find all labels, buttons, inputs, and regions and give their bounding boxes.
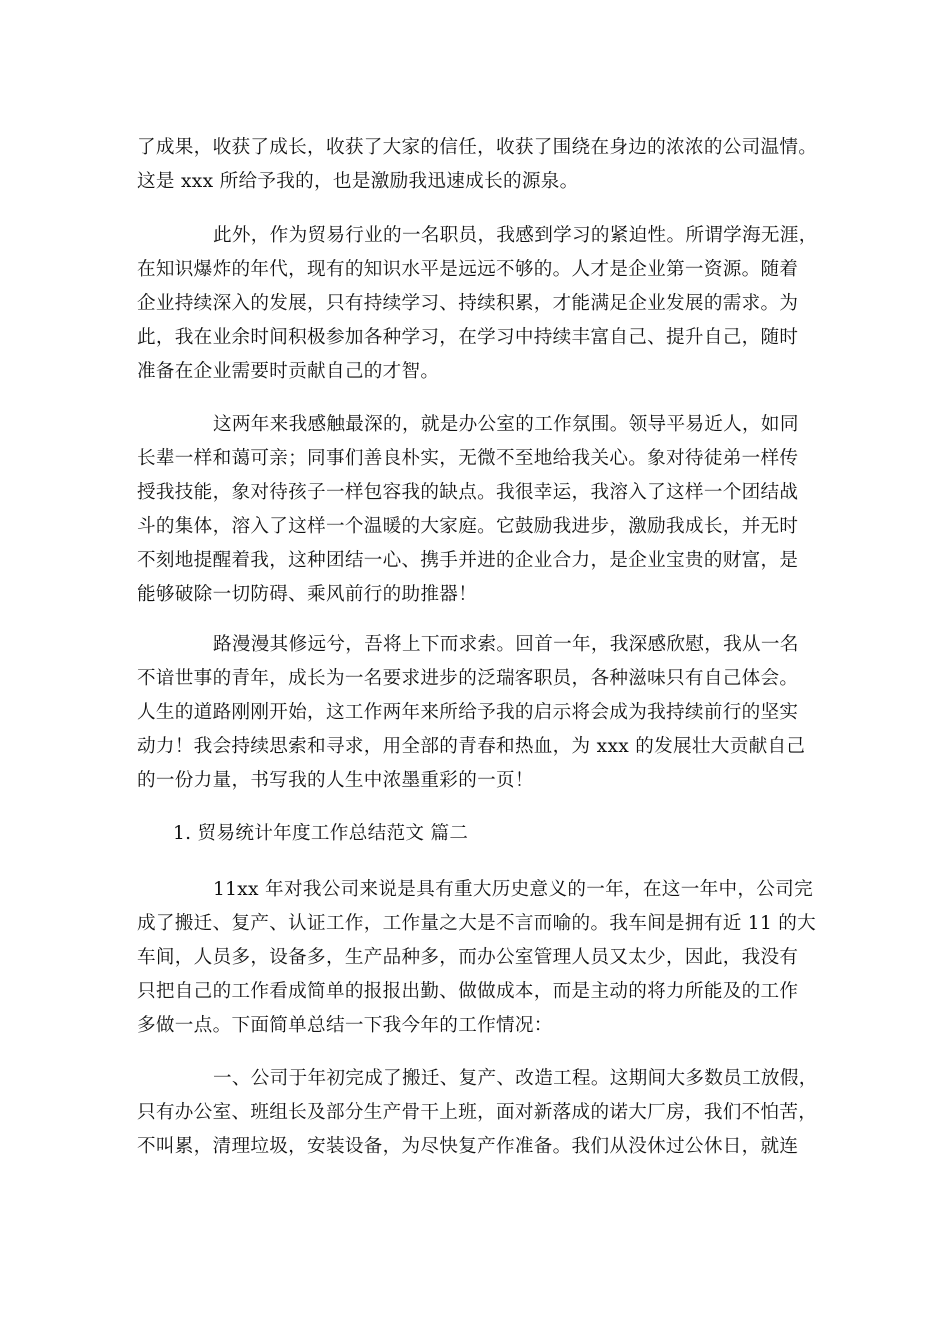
text-line: 多做一点。下面简单总结一下我今年的工作情况： [137,1015,553,1036]
text-line: 授我技能，象对待孩子一样包容我的缺点。我很幸运，我溶入了这样一个团结战 [137,482,799,503]
text-line: 了成果，收获了成长，收获了大家的信任，收获了围绕在身边的浓浓的公司温情。 [137,137,818,158]
text-line: 不刻地提醒着我，这种团结一心、携手并进的企业合力，是企业宝贵的财富，是 [137,550,799,571]
text-line: 成了搬迁、复产、认证工作，工作量之大是不言而喻的。我车间是拥有近 11 的大 [137,913,817,934]
paragraph-6 [137,1062,827,1164]
section-heading [137,817,827,851]
paragraph-4 [137,628,827,798]
text-line: 准备在企业需要时贡献自己的才智。 [137,361,440,382]
paragraph-2 [137,219,827,389]
text-line: 只有办公室、班组长及部分生产骨干上班，面对新落成的诺大厂房，我们不怕苦， [137,1102,818,1123]
text-line: 这两年来我感触最深的，就是办公室的工作氛围。领导平易近人，如同 [213,414,799,435]
text-line: 不叫累，清理垃圾，安装设备，为尽快复产作准备。我们从没休过公休日，就连 [137,1136,799,1157]
text-line: 此外，作为贸易行业的一名职员，我感到学习的紧迫性。所谓学海无涯， [213,225,818,246]
text-line: 斗的集体，溶入了这样一个温暖的大家庭。它鼓励我进步，激励我成长，并无时 [137,516,799,537]
text-line: 11xx 年对我公司来说是具有重大历史意义的一年，在这一年中，公司完 [213,879,813,900]
text-line: 能够破除一切防碍、乘风前行的助推器！ [137,584,478,605]
text-line: 人生的道路刚刚开始，这工作两年来所给予我的启示将会成为我持续前行的坚实 [137,702,799,723]
text-line: 不谙世事的青年，成长为一名要求进步的泛瑞客职员，各种滋味只有自己体会。 [137,668,799,689]
text-line: 的一份力量，书写我的人生中浓墨重彩的一页！ [137,770,534,791]
text-line: 动力！我会持续思索和寻求，用全部的青春和热血，为 xxx 的发展壮大贡献自己 [137,736,806,757]
section-heading-text: 1. 贸易统计年度工作总结范文 篇二 [173,823,469,844]
text-line: 这是 xxx 所给予我的，也是激励我迅速成长的源泉。 [137,171,579,192]
text-line: 车间，人员多，设备多，生产品种多，而办公室管理人员又太少，因此，我没有 [137,947,799,968]
paragraph-5 [137,873,827,1043]
text-line: 一、公司于年初完成了搬迁、复产、改造工程。这期间大多数员工放假， [213,1068,818,1089]
text-line: 路漫漫其修远兮，吾将上下而求索。回首一年，我深感欣慰，我从一名 [213,634,799,655]
text-line: 只把自己的工作看成简单的报报出勤、做做成本，而是主动的将力所能及的工作 [137,981,799,1002]
text-line: 在知识爆炸的年代，现有的知识水平是远远不够的。人才是企业第一资源。随着 [137,259,799,280]
text-line: 长辈一样和蔼可亲；同事们善良朴实，无微不至地给我关心。象对待徒弟一样传 [137,448,799,469]
paragraph-3 [137,408,827,612]
paragraph-1 [137,131,827,199]
text-line: 此，我在业余时间积极参加各种学习，在学习中持续丰富自己、提升自己，随时 [137,327,799,348]
text-line: 企业持续深入的发展，只有持续学习、持续积累，才能满足企业发展的需求。为 [137,293,799,314]
